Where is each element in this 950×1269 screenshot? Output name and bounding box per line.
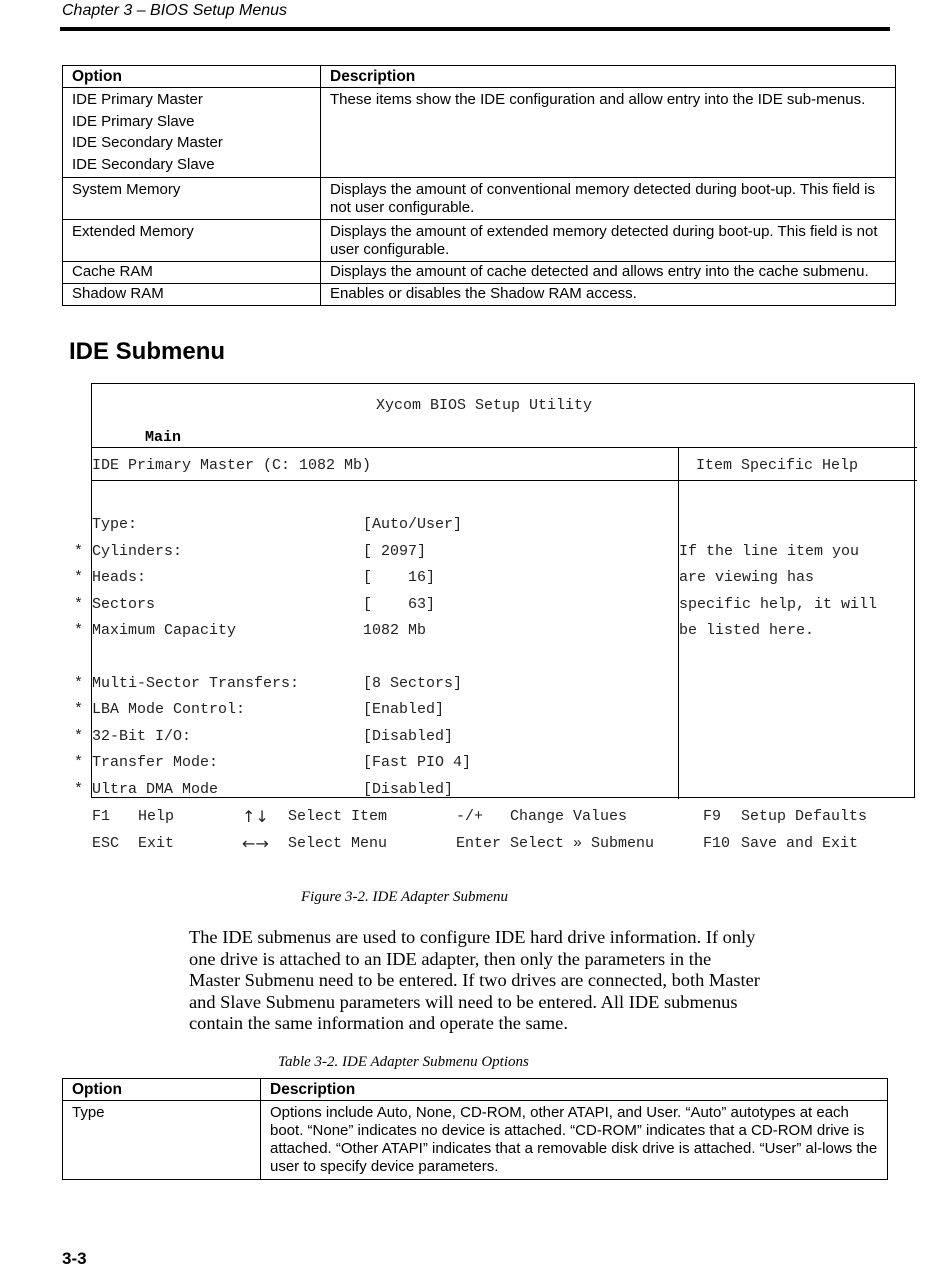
bios-divider [91,480,917,481]
bios-item-value: 1082 Mb [363,622,427,639]
description-cell: Displays the amount of extended memory detected during boot-up. This field is not user configurable. [321,220,896,262]
item-marker: * [74,543,84,560]
table-row [63,262,896,284]
option-cell: Extended Memory [63,220,321,262]
table-row [63,1101,888,1180]
bios-divider [91,447,917,448]
bios-item-label: Maximum Capacity [92,622,237,639]
help-text-line: are viewing has [679,569,815,586]
bios-device-header: IDE Primary Master (C: 1082 Mb) [92,457,372,474]
bios-help-title: Item Specific Help [696,457,859,474]
bios-item-value: [Auto/User] [363,516,463,533]
column-header-description: Description [321,66,896,88]
bios-item-value: [Enabled] [363,701,445,718]
item-marker: * [74,754,84,771]
bios-item-value: [ 2097] [363,543,427,560]
key-enter: Enter [456,835,502,852]
option-name: IDE Primary Master [72,91,203,108]
key-action-select-menu: Select Menu [288,835,388,852]
bios-item-label: Ultra DMA Mode [92,781,219,798]
key-f1: F1 [92,808,111,825]
bios-item-value: [Fast PIO 4] [363,754,472,771]
left-right-arrows-icon: ←→ [242,834,269,853]
body-paragraph: The IDE submenus are used to configure IDE hard drive information. If only one drive is attached to an IDE adapter, then only the parameters in the Master Submenu need to be entered. If two drives are connected, both Master and Slave Submenu parameters will need to be entered. All IDE submenus contain the same information and operate the same. [189,927,760,1033]
help-text-line: If the line item you [679,543,860,560]
table-row [63,178,896,220]
description-cell: Displays the amount of conventional memory detected during boot-up. This field is not user configurable. [321,178,896,220]
description-cell: Enables or disables the Shadow RAM access. [321,284,896,306]
key-action-exit: Exit [138,835,175,852]
bios-item-label: Cylinders: [92,543,183,560]
column-header-description: Description [261,1079,888,1101]
running-header: Chapter 3 – BIOS Setup Menus [62,2,288,19]
bios-item-value: [Disabled] [363,781,454,798]
bios-utility-title: Xycom BIOS Setup Utility [376,397,593,414]
item-marker: * [74,781,84,798]
bios-item-label: Multi-Sector Transfers: [92,675,300,692]
table-header-row [63,1079,888,1101]
table-row [63,88,896,178]
ide-submenu-options-table [62,1078,888,1180]
bios-item-label: LBA Mode Control: [92,701,246,718]
key-esc: ESC [92,835,120,852]
option-cell: Cache RAM [63,262,321,284]
figure-caption: Figure 3-2. IDE Adapter Submenu [301,889,509,905]
bios-menu-main: Main [145,429,182,446]
table-header-row [63,66,896,88]
item-marker: * [74,569,84,586]
section-heading: IDE Submenu [69,338,226,365]
option-name: IDE Primary Slave [72,112,195,130]
bios-frame [91,383,915,798]
help-text-line: specific help, it will [679,596,878,613]
item-marker: * [74,596,84,613]
description-cell: These items show the IDE configuration and allow entry into the IDE sub-menus. [321,88,896,178]
table-caption: Table 3-2. IDE Adapter Submenu Options [278,1054,529,1070]
help-text-line: be listed here. [679,622,815,639]
bios-item-value: [ 63] [363,596,436,613]
bios-item-label: Heads: [92,569,147,586]
up-down-arrows-icon: ↑↓ [242,807,269,826]
key-action-select-submenu: Select » Submenu [510,835,655,852]
bios-options-table [62,65,896,306]
page-number: 3-3 [62,1249,87,1268]
bios-item-value: [ 16] [363,569,436,586]
item-marker: * [74,701,84,718]
key-action-help: Help [138,808,175,825]
bios-item-value: [8 Sectors] [363,675,463,692]
option-cell: Shadow RAM [63,284,321,306]
bios-item-value: [Disabled] [363,728,454,745]
table-row [63,284,896,306]
table-row [63,220,896,262]
key-f9: F9 [703,808,722,825]
bios-item-label: Type: [92,516,138,533]
option-name: IDE Secondary Slave [72,155,215,173]
bios-item-label: Sectors [92,596,156,613]
key-action-save-exit: Save and Exit [741,835,859,852]
bios-item-label: Transfer Mode: [92,754,219,771]
option-name: IDE Secondary Master [72,134,223,151]
key-action-setup-defaults: Setup Defaults [741,808,868,825]
description-cell: Options include Auto, None, CD-ROM, other ATAPI, and User. “Auto” autotypes at each boot. “None” indicates no device is attached. “CD-ROM” indicates that a CD-ROM drive is attached. “Other ATAPI” indicates that a removable disk drive is attached. “User” al-lows the user to specify device parameters. [261,1101,888,1180]
option-cell: System Memory [63,178,321,220]
key-action-change-values: Change Values [510,808,628,825]
key-plus-minus: -/+ [456,808,484,825]
item-marker: * [74,622,84,639]
item-marker: * [74,728,84,745]
bios-item-label: 32-Bit I/O: [92,728,192,745]
header-rule [60,27,890,31]
key-action-select-item: Select Item [288,808,388,825]
column-header-option: Option [63,1079,261,1101]
option-cell: Type [63,1101,261,1180]
column-header-option: Option [63,66,321,88]
description-cell: Displays the amount of cache detected and allows entry into the cache submenu. [321,262,896,284]
item-marker: * [74,675,84,692]
option-cell [63,88,321,178]
key-f10: F10 [703,835,731,852]
